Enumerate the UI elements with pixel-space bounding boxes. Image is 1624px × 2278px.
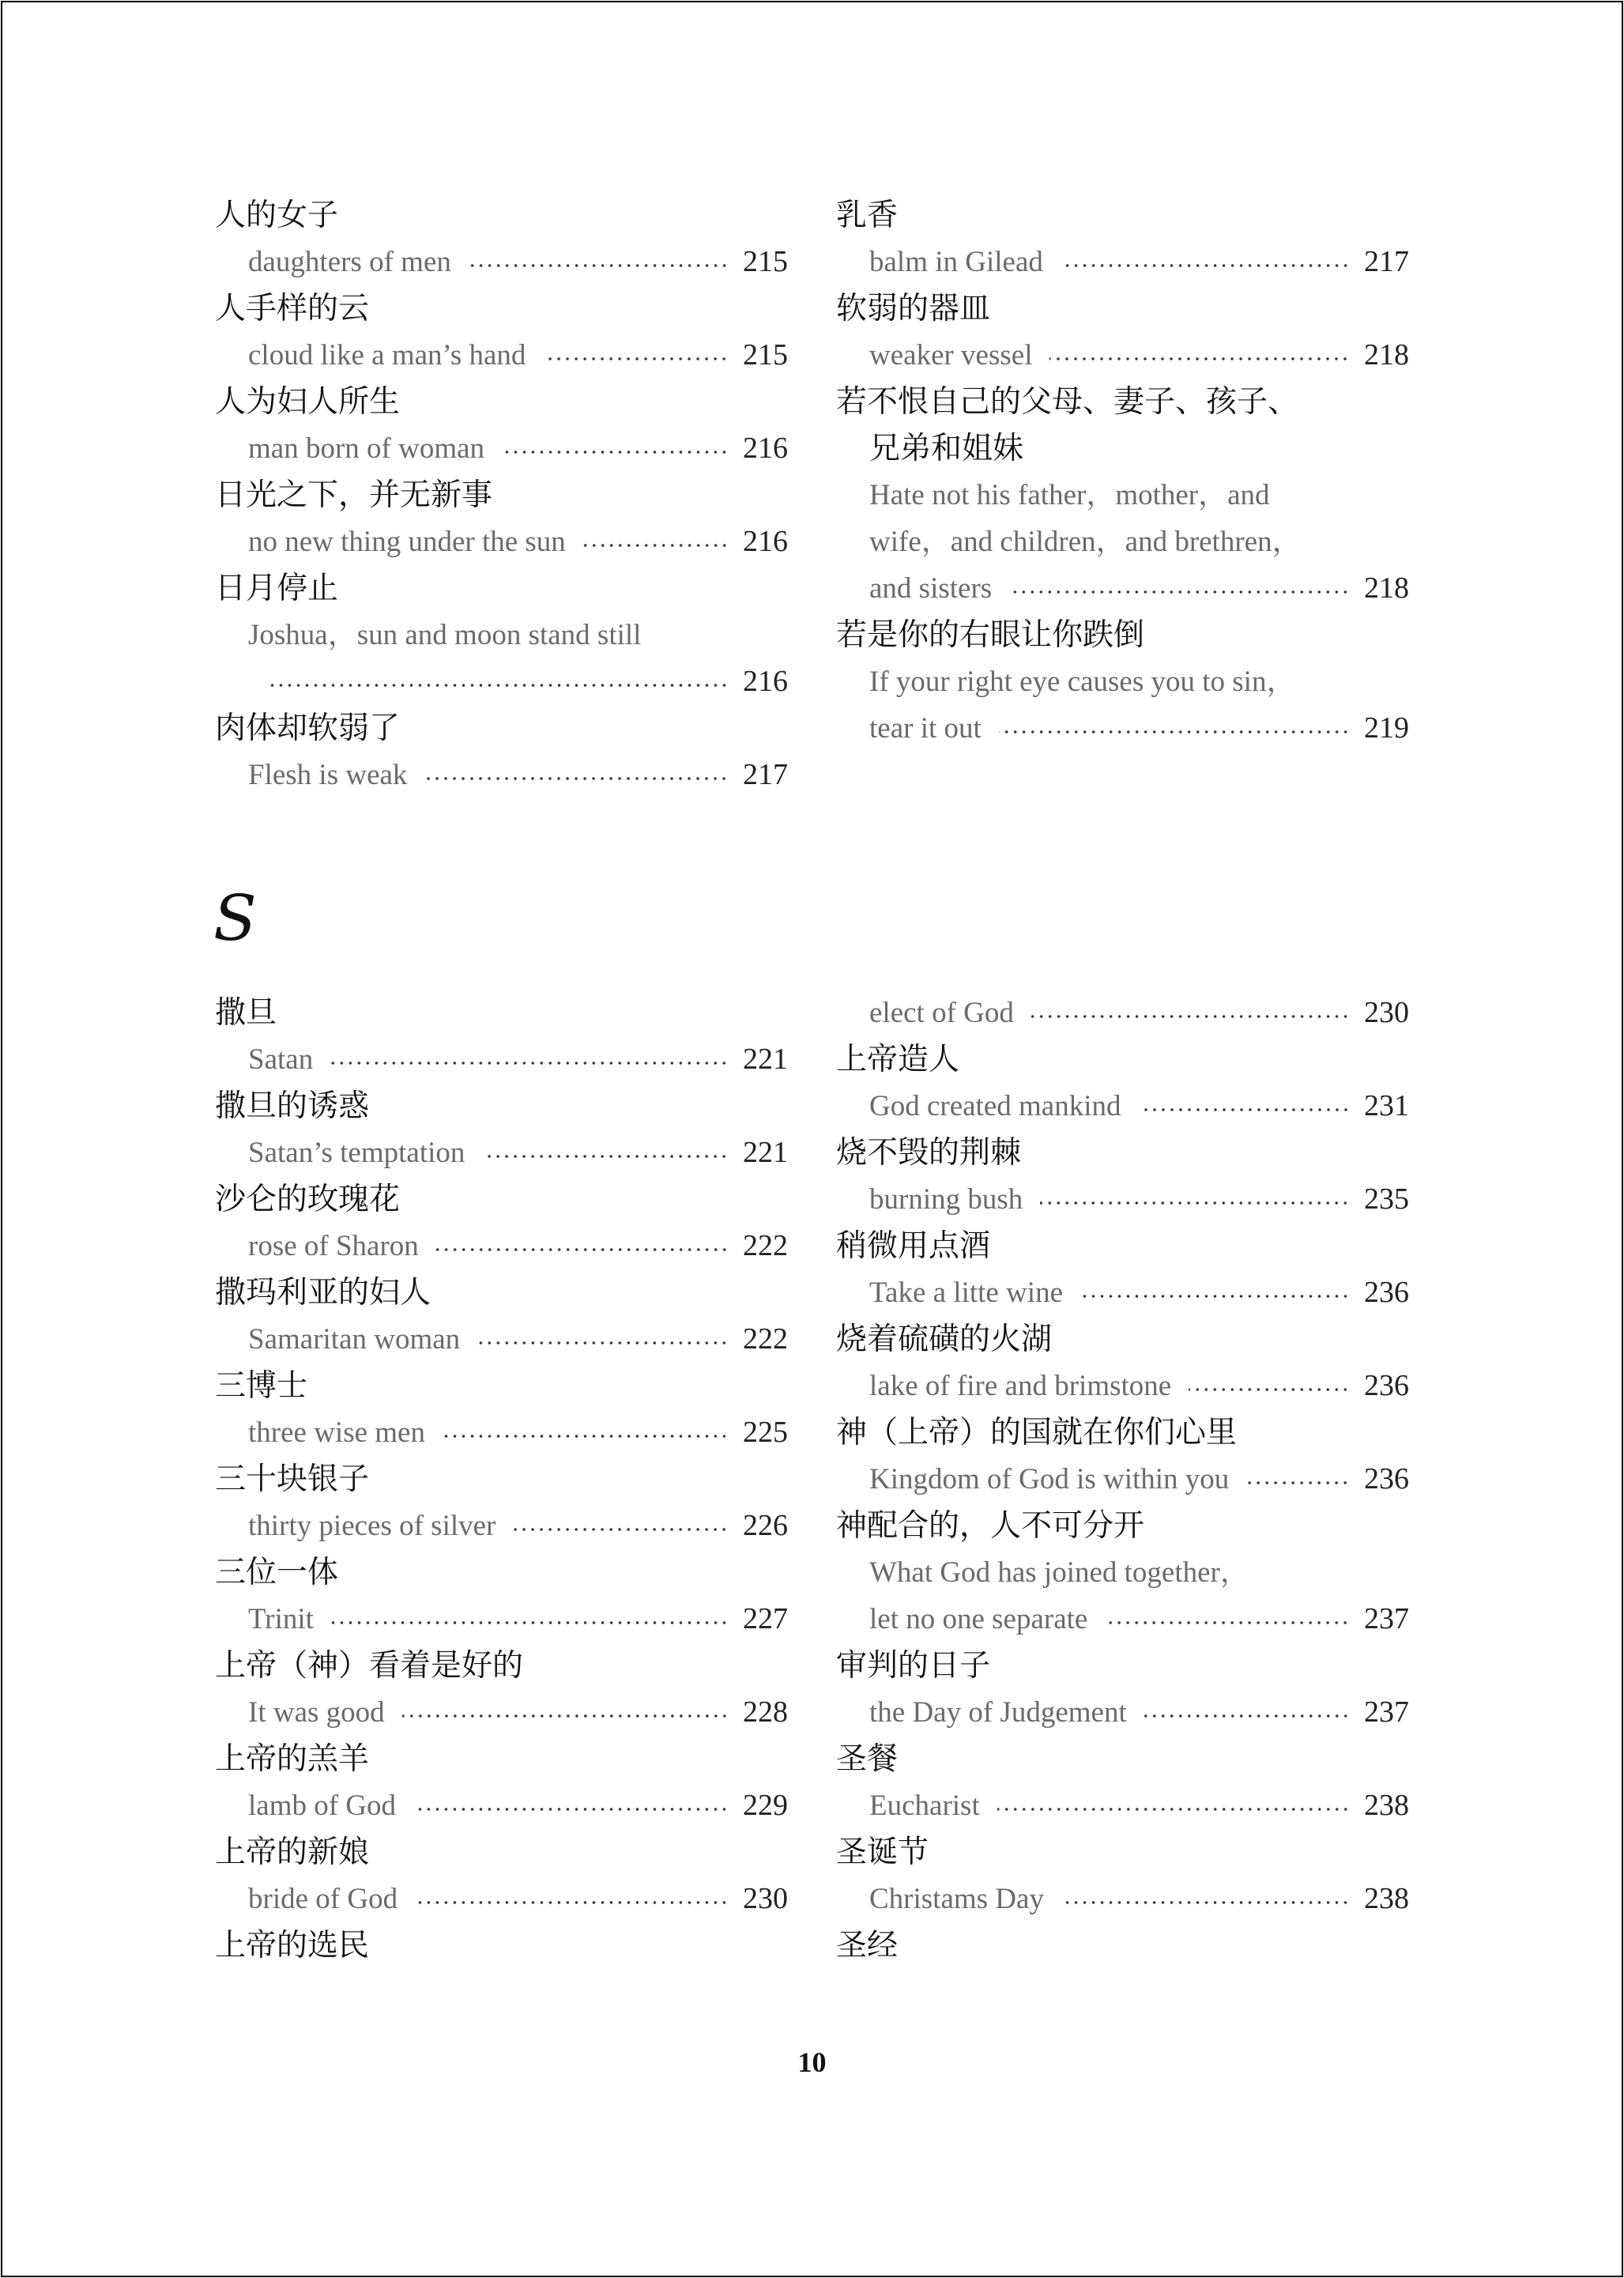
entry-english-term: lake of fire and brimstone [869, 1370, 1172, 1402]
entry-page-number: 230 [1364, 996, 1409, 1029]
index-entry [215, 192, 788, 285]
entry-chinese-term: 神配合的，人不可分开 [836, 1508, 1145, 1544]
entry-english-term: tear it out [869, 712, 982, 745]
entry-english-term: three wise men [248, 1416, 425, 1449]
entry-page-number: 217 [743, 758, 788, 791]
entry-english-term: balm in Gilead [869, 246, 1043, 278]
entry-english-line [836, 1083, 1409, 1130]
entry-page-number: 229 [743, 1789, 788, 1822]
entry-english-line [836, 1876, 1409, 1922]
index-entry [215, 1922, 788, 1969]
index-entry [836, 1642, 1409, 1736]
entry-english-term: and sisters [869, 572, 993, 605]
entry-page-number: 221 [743, 1043, 788, 1076]
entry-english-line [836, 1269, 1409, 1316]
entry-english-line [215, 752, 788, 798]
entry-english-line [215, 1223, 788, 1269]
entry-english-term: Christams Day [869, 1883, 1044, 1915]
entry-chinese-term: 若是你的右眼让你跌倒 [836, 617, 1145, 653]
entry-chinese-term: 若不恨自己的父母、妻子、孩子、 [836, 384, 1299, 420]
entry-english-term: cloud like a man’s hand [248, 339, 526, 371]
entry-chinese-term: 撒旦 [215, 995, 277, 1031]
dot-leader [1144, 1714, 1350, 1718]
entry-english-line [215, 658, 788, 705]
dot-leader [443, 1435, 729, 1438]
dot-leader [402, 1714, 729, 1718]
entry-chinese-term: 沙仑的玫瑰花 [215, 1182, 401, 1217]
entry-chinese-term: 软弱的器皿 [836, 291, 991, 326]
entry-english-term: daughters of men [248, 246, 451, 278]
entry-page-number: 222 [743, 1322, 788, 1356]
dot-leader [1009, 590, 1350, 594]
index-entry [215, 1736, 788, 1829]
entry-page-number: 238 [1364, 1789, 1409, 1822]
index-entry [215, 1176, 788, 1269]
entry-page-number: 216 [743, 665, 788, 698]
dot-leader [1080, 1295, 1350, 1298]
entry-english-line [836, 1596, 1409, 1642]
entry-chinese-term: 撒旦的诱惑 [215, 1088, 370, 1124]
entry-page-number: 231 [1364, 1089, 1409, 1122]
entry-page-number: 222 [743, 1229, 788, 1262]
index-entry [836, 1130, 1409, 1223]
index-entry [836, 990, 1409, 1036]
index-entry [836, 1409, 1409, 1503]
index-entry [215, 1829, 788, 1922]
entry-english-line [836, 1176, 1409, 1223]
dot-leader [583, 544, 729, 547]
index-entry [215, 472, 788, 565]
entry-page-number: 227 [743, 1602, 788, 1635]
entry-english-line [836, 565, 1409, 612]
entry-chinese-term: 日月停止 [215, 571, 339, 606]
entry-english-term: Hate not his father，mother，and [869, 479, 1270, 511]
index-entry [215, 379, 788, 472]
entry-english-term: bride of God [248, 1883, 398, 1915]
entry-english-term: Satan’s temptation [248, 1137, 465, 1169]
entry-english-line [215, 1689, 788, 1736]
entry-chinese-term: 乳香 [836, 198, 899, 233]
entry-english-term: thirty pieces of silver [248, 1510, 496, 1542]
index-entry [215, 1269, 788, 1363]
dot-leader [1139, 1108, 1351, 1111]
entry-english-term: let no one separate [869, 1603, 1088, 1635]
entry-page-number: 235 [1364, 1182, 1409, 1216]
page-number: 10 [797, 2046, 827, 2078]
index-entry [215, 565, 788, 705]
entry-page-number: 216 [743, 432, 788, 465]
index-column-top-left [215, 192, 788, 798]
index-entry [215, 285, 788, 379]
index-entry [836, 1922, 1409, 1969]
dot-leader [543, 357, 729, 360]
entry-english-term: Kingdom of God is within you [869, 1463, 1230, 1495]
section-letter: S [213, 881, 257, 955]
entry-english-term: elect of God [869, 997, 1014, 1029]
entry-english-line [836, 519, 1409, 565]
entry-english-line [836, 332, 1409, 379]
entry-english-term: no new thing under the sun [248, 526, 566, 558]
entry-chinese-term: 审判的日子 [836, 1648, 991, 1684]
entry-chinese-term: 上帝（神）看着是好的 [215, 1648, 524, 1684]
entry-chinese-term: 人的女子 [215, 198, 339, 233]
index-entry [836, 1736, 1409, 1829]
entry-english-term: Eucharist [869, 1790, 980, 1822]
entry-chinese-term: 日光之下，并无新事 [215, 477, 493, 513]
entry-english-line [215, 1596, 788, 1642]
entry-english-line [836, 1456, 1409, 1503]
index-entry [836, 612, 1409, 752]
index-entry [836, 1503, 1409, 1642]
entry-page-number: 225 [743, 1416, 788, 1449]
entry-chinese-term: 上帝的羔羊 [215, 1741, 370, 1777]
entry-english-line [215, 1503, 788, 1549]
entry-english-line [215, 239, 788, 285]
index-entry [836, 1316, 1409, 1409]
entry-english-term: wife，and children，and brethren， [869, 526, 1302, 558]
dot-leader [1061, 1901, 1350, 1904]
dot-leader [477, 1341, 729, 1345]
entry-chinese-term: 上帝的新娘 [215, 1835, 370, 1870]
entry-page-number: 221 [743, 1136, 788, 1169]
dot-leader [1049, 357, 1350, 360]
entry-english-line [215, 1036, 788, 1083]
index-column-bottom-right [836, 990, 1409, 1969]
entry-chinese-term: 三位一体 [215, 1555, 339, 1590]
entry-english-line [215, 332, 788, 379]
entry-english-term: Satan [248, 1043, 314, 1076]
entry-english-line [215, 519, 788, 565]
dot-leader [999, 730, 1350, 734]
entry-page-number: 237 [1364, 1695, 1409, 1729]
entry-page-number: 217 [1364, 245, 1409, 278]
entry-english-term: rose of Sharon [248, 1230, 419, 1262]
index-entry [836, 192, 1409, 285]
entry-english-term: burning bush [869, 1183, 1023, 1216]
dot-leader [266, 684, 729, 687]
dot-leader [482, 1155, 729, 1158]
entry-page-number: 218 [1364, 571, 1409, 605]
index-entry [215, 705, 788, 798]
dot-leader [1061, 264, 1350, 267]
entry-page-number: 236 [1364, 1462, 1409, 1495]
dot-leader [1040, 1201, 1350, 1205]
entry-english-line [215, 1409, 788, 1456]
dot-leader [424, 777, 729, 780]
entry-chinese-term: 上帝造人 [836, 1042, 960, 1077]
index-entry [836, 1036, 1409, 1130]
index-entry [215, 1549, 788, 1642]
entry-english-line [215, 425, 788, 472]
entry-english-term: Take a litte wine [869, 1277, 1063, 1309]
entry-english-line [836, 705, 1409, 752]
index-entry [836, 1829, 1409, 1922]
index-entry [836, 1223, 1409, 1316]
entry-chinese-term: 三博士 [215, 1368, 308, 1404]
entry-page-number: 236 [1364, 1369, 1409, 1402]
entry-english-term: Flesh is weak [248, 759, 408, 791]
entry-chinese-term: 人手样的云 [215, 291, 370, 326]
entry-chinese-term: 人为妇人所生 [215, 384, 401, 420]
entry-page-number: 238 [1364, 1882, 1409, 1915]
entry-chinese-term: 上帝的选民 [215, 1928, 370, 1963]
entry-page-number: 230 [743, 1882, 788, 1915]
entry-chinese-term: 烧着硫磺的火湖 [836, 1322, 1053, 1357]
entry-english-line [836, 1363, 1409, 1409]
index-entry [836, 285, 1409, 379]
entry-chinese-term: 烧不毁的荆棘 [836, 1135, 1022, 1171]
dot-leader [413, 1808, 729, 1811]
dot-leader [502, 451, 729, 454]
entry-english-term: Joshua，sun and moon stand still [248, 619, 642, 651]
index-entry [215, 1642, 788, 1736]
dot-leader [1246, 1481, 1350, 1484]
dot-leader [436, 1248, 729, 1251]
entry-english-line [836, 1549, 1409, 1596]
entry-english-line [215, 1316, 788, 1363]
index-column-bottom-left [215, 990, 788, 1969]
dot-leader [469, 264, 729, 267]
entry-page-number: 218 [1364, 338, 1409, 371]
entry-english-line [215, 1130, 788, 1176]
index-column-top-right [836, 192, 1409, 752]
entry-english-term: the Day of Judgement [869, 1696, 1127, 1729]
index-entry [215, 1363, 788, 1456]
entry-english-term: Trinit [248, 1603, 314, 1635]
entry-chinese-term: 圣诞节 [836, 1835, 929, 1870]
entry-page-number: 219 [1364, 711, 1409, 745]
entry-english-line [215, 1782, 788, 1829]
dot-leader [997, 1808, 1350, 1811]
dot-leader [415, 1901, 729, 1904]
entry-page-number: 216 [743, 525, 788, 558]
entry-english-line [215, 1876, 788, 1922]
entry-english-line [836, 1782, 1409, 1829]
entry-page-number: 215 [743, 338, 788, 371]
entry-chinese-term: 神（上帝）的国就在你们心里 [836, 1415, 1238, 1450]
dot-leader [1031, 1015, 1350, 1018]
index-entry [836, 379, 1409, 612]
entry-chinese-term: 肉体却软弱了 [215, 711, 401, 746]
entry-chinese-term: 撒玛利亚的妇人 [215, 1275, 431, 1311]
entry-english-line [836, 472, 1409, 519]
entry-english-term: weaker vessel [869, 339, 1033, 371]
entry-english-term: God created mankind [869, 1090, 1121, 1122]
entry-english-term: Samaritan woman [248, 1323, 461, 1356]
entry-english-term: It was good [248, 1696, 385, 1729]
entry-english-term: lamb of God [248, 1790, 397, 1822]
entry-english-term: If your right eye causes you to sin， [869, 666, 1296, 698]
entry-chinese-term: 圣经 [836, 1928, 899, 1963]
entry-english-line [836, 658, 1409, 705]
entry-english-term: man born of woman [248, 432, 485, 465]
dot-leader [513, 1528, 729, 1531]
entry-english-line [836, 239, 1409, 285]
entry-page-number: 236 [1364, 1276, 1409, 1309]
entry-page-number: 228 [743, 1695, 788, 1729]
entry-chinese-term: 三十块银子 [215, 1461, 370, 1497]
entry-page-number: 215 [743, 245, 788, 278]
index-entry [215, 1083, 788, 1176]
entry-chinese-term: 稍微用点酒 [836, 1228, 991, 1264]
dot-leader [1105, 1621, 1350, 1624]
entry-chinese-term: 兄弟和姐妹 [869, 431, 1024, 466]
entry-english-term: What God has joined together， [869, 1556, 1249, 1589]
entry-page-number: 237 [1364, 1602, 1409, 1635]
index-entry [215, 1456, 788, 1549]
entry-page-number: 226 [743, 1509, 788, 1542]
entry-english-line [836, 990, 1409, 1036]
dot-leader [330, 1062, 729, 1065]
entry-english-line [836, 1689, 1409, 1736]
entry-chinese-term: 圣餐 [836, 1741, 899, 1777]
index-entry [215, 990, 788, 1083]
entry-english-line [215, 612, 788, 658]
dot-leader [1189, 1388, 1350, 1391]
dot-leader [331, 1621, 729, 1624]
